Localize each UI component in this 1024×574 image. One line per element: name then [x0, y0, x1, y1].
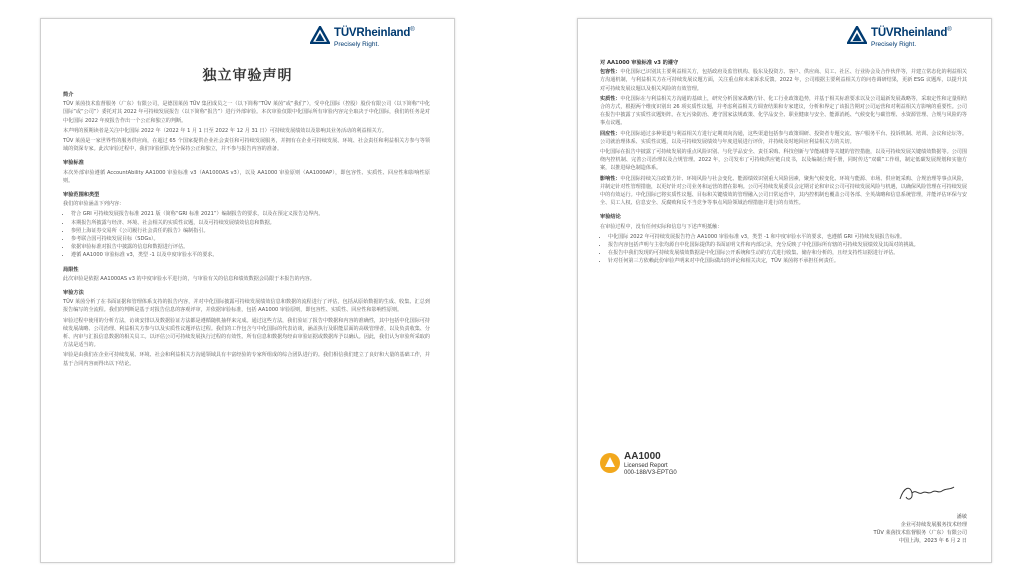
- list-item: • 依据审验标准对报告中披露的信息和数据进行评估。: [71, 243, 430, 251]
- section-paragraph: TÜV 莱茵是一家世界性的服务供应商，在超过 65 个国家提供企业社会责任和可持续发展服务，并拥有在企业可持续发展、环境、社会责任和利益相关方参与等领域的资深专家。此次审验过程中，我们审验团队充分保持公正和独立，并不参与报告内容的准备。: [63, 138, 430, 153]
- principle-label: 影响性：: [600, 175, 621, 182]
- brand-name: TÜVRheinland®: [334, 27, 415, 39]
- section-paragraph: 本声明的预期读者是关注中化国际 2022 年（2022 年 1 月 1 日至 2022 年 12 月 31 日）可持续发展绩效以及影响其业务活动的利益相关方。: [63, 127, 387, 134]
- aa1000-license-logo: [600, 451, 740, 485]
- section-heading: 审验结论: [600, 214, 621, 221]
- section-paragraph: [600, 95, 967, 128]
- section-paragraph: TÜV 莱茵技术监督服务（广东）有限公司，是德国莱茵 TÜV 集团成员之一（以下简称“TÜV 莱茵”或“我们”），受中化国际（控股）股份有限公司（以下简称“中化国际”或“公司”）委托对其 2022 年可持续发展报告（以下简称“报告”）进行外部审验。本次审验仅限中化国际所有审验内容完全取决于中化国际，我们的任务是对中化国际 2022 年度报告作出一个公正和独立的判断。: [63, 101, 430, 124]
- brand-tagline: Precisely Right.: [871, 41, 917, 48]
- paragraph-text: 在审验过程中，没有任何实际和信息与下述声明抵触：: [600, 223, 723, 230]
- principle-label: 实质性：: [600, 95, 621, 102]
- aa1000-license-text: [624, 463, 677, 477]
- page-2-body: [600, 59, 967, 268]
- section-heading: 局限性: [63, 266, 79, 273]
- section-heading: 审验方法: [63, 290, 84, 297]
- signature-place-date: 中国上海，2023 年 6 月 2 日: [898, 538, 967, 544]
- section-paragraph: [600, 175, 967, 208]
- handwritten-signature: [896, 477, 956, 507]
- section-paragraph: [600, 68, 967, 93]
- aa1000-license-number: 000-188/V3-EPTG0: [624, 470, 677, 476]
- statement-page-2: [577, 18, 992, 563]
- signer-name: 潘敏: [956, 514, 967, 520]
- section-paragraph: 此次审验是依据 AA1000AS v3 的中度审验水平进行的，与审验有关的信息和绩效数据会局限于本报告的内容。: [63, 275, 315, 282]
- aa1000-badge-icon: [600, 453, 620, 473]
- tuv-triangle-icon: [310, 26, 330, 44]
- aa1000-license-line: Licensed Report: [624, 463, 668, 469]
- principle-label: 包容性：: [600, 69, 621, 76]
- section-heading: 审验范围和类型: [63, 192, 100, 199]
- document-title: 独立审验声明: [202, 68, 293, 84]
- brand-tagline: Precisely Right.: [334, 41, 380, 48]
- tuv-triangle-icon: [847, 26, 867, 44]
- section-paragraph: [600, 223, 967, 231]
- list-item: • 针对任何第三方依赖此份审验声明来对中化国际做出的评论和相关决定，TÜV 莱茵将不承担任何责任。: [608, 257, 967, 265]
- signer-company: TÜV 莱茵技术监督服务（广东）有限公司: [873, 530, 967, 536]
- statement-page-1: [40, 18, 455, 563]
- list-item: • 参照上海证券交易所《公司履行社会责任的报告》编制指引。: [71, 227, 430, 235]
- bullet-list: [63, 210, 430, 259]
- principle-label: 回应性：: [600, 130, 621, 137]
- brand-logo: [310, 24, 440, 54]
- list-item: • 报告内容包括声明与主张均源自中化国际提供的书面证明文件和内部记录，充分反映了中化国际所有辖的可持续发展绩效及其面对的挑战。: [608, 241, 967, 249]
- aa1000-title: AA1000: [624, 451, 661, 462]
- section-paragraph: 本次外部审验遵循 AccountAbility AA1000 审验标准 v3（AA1000AS v3），以及 AA1000 审验原则（AA1000AP），即包容性、实质性、回应性和影响性原则。: [63, 169, 430, 184]
- signer-title: 企业可持续发展服务技术经理: [900, 522, 967, 528]
- brand-logo: [847, 24, 977, 54]
- paragraph-text: 中化国际已识别其主要利益相关方，包括政府及监管机构、股东及投资方、客户、供应商、员工、社区、行业协会及合作伙伴等，并建立常态化的利益相关方沟通机制，与利益相关方在可持续发展议题方面，关注重点和未来诉求反馈。2022 年，公司根据主要利益相关方的问卷调研结果，更新 ESG 议题库，以提升其对可持续发展议题以及相关风险的有效管理。: [600, 69, 967, 92]
- list-item: • 中化国际 2022 年可持续发展报告符合 AA1000 审验标准 v3，类型 -1 和中度审验水平的要求，也遵循 GRI 可持续发展报告标准。: [608, 233, 967, 241]
- section-paragraph: [600, 148, 967, 173]
- section-heading: 简介: [63, 92, 74, 98]
- list-item: • 遵循 AA1000 审验标准 v3，类型 -1 以及中度审验水平的要求。: [71, 251, 430, 259]
- list-item: • 本期报告所披露与经济、环境、社会相关的实质性议题，以及可持续发展绩效信息和数据。: [71, 219, 430, 227]
- section-paragraph: TÜV 莱茵分析了在书面证据和管理体系支持的报告内容，并对中化国际披露可持续发展绩效信息和数据的流程进行了评估，包括从原始数据的生成、收集、汇总到报告编写的全流程。我们的判断是基于对报告信息的客观评审，并依据审验标准，包括 AA1000 审验原则，即包容性、实质性、回应性和影响性原则。: [63, 299, 430, 314]
- paragraph-text: 中化国际持续关注政策方针、环境风险与社会变化、能源绩效识别重大风险因素，聚焦气候变化、环境与能源、市场、供应链采购、合规治理等事点风险，并制定针对性管理措施，以更好针对公司业务和运营的潜在影响。公司可持续发展委员会定期讨论和审议公司可持续发展风险与机遇，以确保风险管理在可持续发展中的有效运行。中化国际已将实质性议题、目标和关键绩效的管理融入公司日常运营中，其内控机制也覆盖公司各部、全英战略和信息系统管理，并能评估环保与安全、员工人权、信息安全、反腐败和反不当竞争等事点风险领域治理措施并进行的有效性。: [600, 175, 967, 207]
- section-heading: 对 AA1000 审验标准 v3 的遵守: [600, 60, 679, 66]
- section-heading: 审验标准: [63, 160, 84, 167]
- list-item: • 参考联合国可持续发展目标（SDGs）。: [71, 235, 430, 243]
- bullet-list: [600, 233, 967, 266]
- paragraph-text: 中化国际在报告中披露了可持续发展的重点风险识别、与化学品安全、责任采购、科技创新与节能减排等关键的管控措施，以及可持续发展关键绩效数据等。公司围绕内控机制、完善公司治理以及合规管理。2022 年，公司发布了可持续供应链白皮书，以及编制合规手册，同时传达“双碳”工作组，制定低碳发展规划和实施方案，以推进绿色制造体系。: [600, 149, 967, 172]
- brand-name: TÜVRheinland®: [871, 27, 952, 39]
- list-item: • 在报告中我们发现的可持续发展绩效数据是中化国际公开系统和生动的方式进行收集、储存和分析的，且经支持性证据进行评估。: [608, 249, 967, 257]
- signature-block: [874, 513, 967, 545]
- section-paragraph: 审验是由我们在企业可持续发展、环境、社会和利益相关方沟通领域具有丰富经验的专家所组成的综合团队进行的。我们相信我们建立了良好和大量的基础工作，并基于合同内容而得出以下结论。: [63, 352, 430, 367]
- paragraph-text: 中化国际在与利益相关方沟通的基础上，研究分析国家战略方针、化工行业政策趋势，并基于相关标准要求以及公司最新发展战略等，采取定性和定量相结合的方式，根据两个维度识别出 26 项实质性议题，并考虑利益相关方调查结果和专家建议，分析和界定了该报告期对公司运营和对利益相关方影响的重要性。公司在报告中披露了实质性议题矩阵。在无污染防治、遵守国家法规政策、化学品安全、职业健康与安全、能源消耗、气候变化与碳管理、水资源管理、合规与风险的等事点议题。: [600, 95, 967, 127]
- section-paragraph: [600, 130, 967, 146]
- page-1-body: [63, 91, 430, 370]
- list-item: • 符合 GRI 可持续发展报告标准 2021 版（简称“GRI 标准 2021”）编制报告的要求，以及在预定义报告边界内。: [71, 210, 430, 218]
- paragraph-text: 中化国际通过多种渠道与利益相关方进行定期双向沟通，这些渠道包括参与政策调研、投资者专题交流、客户服务平台、投诉机制、培训、会议和论坛等。公司就治理体系、实质性议题，以及可持续发展绩效与年度进展进行评价，并持续及时地回应利益相关方的关切。: [600, 130, 967, 145]
- section-paragraph: 我们的审验涵盖下列内容：: [63, 201, 125, 208]
- section-paragraph: 审验过程中使用的分析方法，访谈安排以及数据验证方法都是遵循随机抽样来完成。通过这些方法，我们验证了报告中数据和内容的准确性，其中包括中化国际可持续发展战略、公司治理、利益相关方参与以及实质性议题评估过程。我们的工作包含与中化国际的代表访谈，涵盖执行及职能层面的高级管理者，以及负责收集、分析、内审与汇报信息数据的相关员工。以评估公司可持续发展执行过程的有效性。所有信息和数据均经由审验证据或数据库予以确认。因此，我们认为审验所采取的方法是适当的。: [63, 317, 430, 349]
